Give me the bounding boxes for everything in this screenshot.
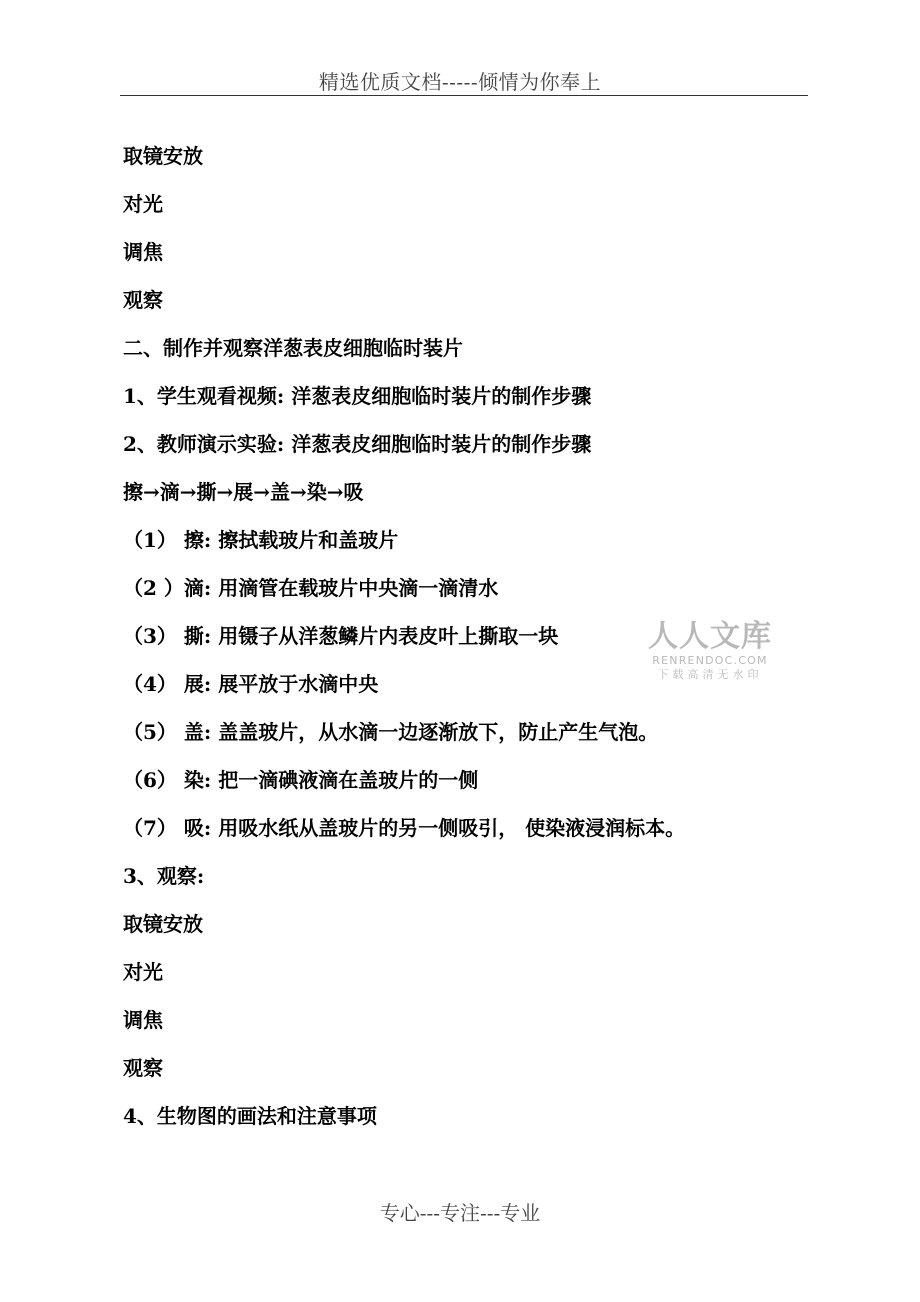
step-item: （6） 染: 把一滴碘液滴在盖玻片的一侧 bbox=[123, 768, 479, 792]
step-item: （4） 展: 展平放于水滴中央 bbox=[123, 672, 379, 696]
text-line: 2、教师演示实验: 洋葱表皮细胞临时装片的制作步骤 bbox=[123, 432, 592, 456]
step-item: （7） 吸: 用吸水纸从盖玻片的另一侧吸引， 使染液浸润标本。 bbox=[123, 816, 686, 840]
text-line: 观察 bbox=[123, 288, 163, 312]
page-header: 精选优质文档-----倾情为你奉上 bbox=[318, 70, 602, 94]
step-sequence: 擦→滴→撕→展→盖→染→吸 bbox=[123, 480, 364, 504]
text-line: 调焦 bbox=[123, 1008, 163, 1032]
section-heading: 二、制作并观察洋葱表皮细胞临时装片 bbox=[123, 336, 463, 360]
text-line: 调焦 bbox=[123, 240, 163, 264]
text-line: 3、观察: bbox=[123, 864, 205, 888]
step-item: （1） 擦: 擦拭载玻片和盖玻片 bbox=[123, 528, 399, 552]
watermark-title: 人人文库 bbox=[648, 619, 772, 654]
text-line: 对光 bbox=[123, 192, 163, 216]
text-line: 观察 bbox=[123, 1056, 163, 1080]
page-footer: 专心---专注---专业 bbox=[379, 1201, 541, 1225]
text-line: 4、生物图的画法和注意事项 bbox=[123, 1104, 377, 1128]
step-item: （2 ）滴: 用滴管在载玻片中央滴一滴清水 bbox=[123, 576, 499, 600]
watermark-subtitle: 下载高清无水印 bbox=[657, 668, 763, 681]
step-item: （5） 盖: 盖盖玻片，从水滴一边逐渐放下，防止产生气泡。 bbox=[123, 720, 659, 744]
watermark-logo bbox=[646, 620, 774, 682]
header-divider bbox=[120, 95, 808, 96]
text-line: 取镜安放 bbox=[123, 144, 203, 168]
text-line: 对光 bbox=[123, 960, 163, 984]
step-item: （3） 撕: 用镊子从洋葱鳞片内表皮叶上撕取一块 bbox=[123, 624, 559, 648]
watermark-url: RENRENDOC.COM bbox=[652, 654, 768, 667]
text-line: 取镜安放 bbox=[123, 912, 203, 936]
text-line: 1、学生观看视频: 洋葱表皮细胞临时装片的制作步骤 bbox=[123, 384, 592, 408]
